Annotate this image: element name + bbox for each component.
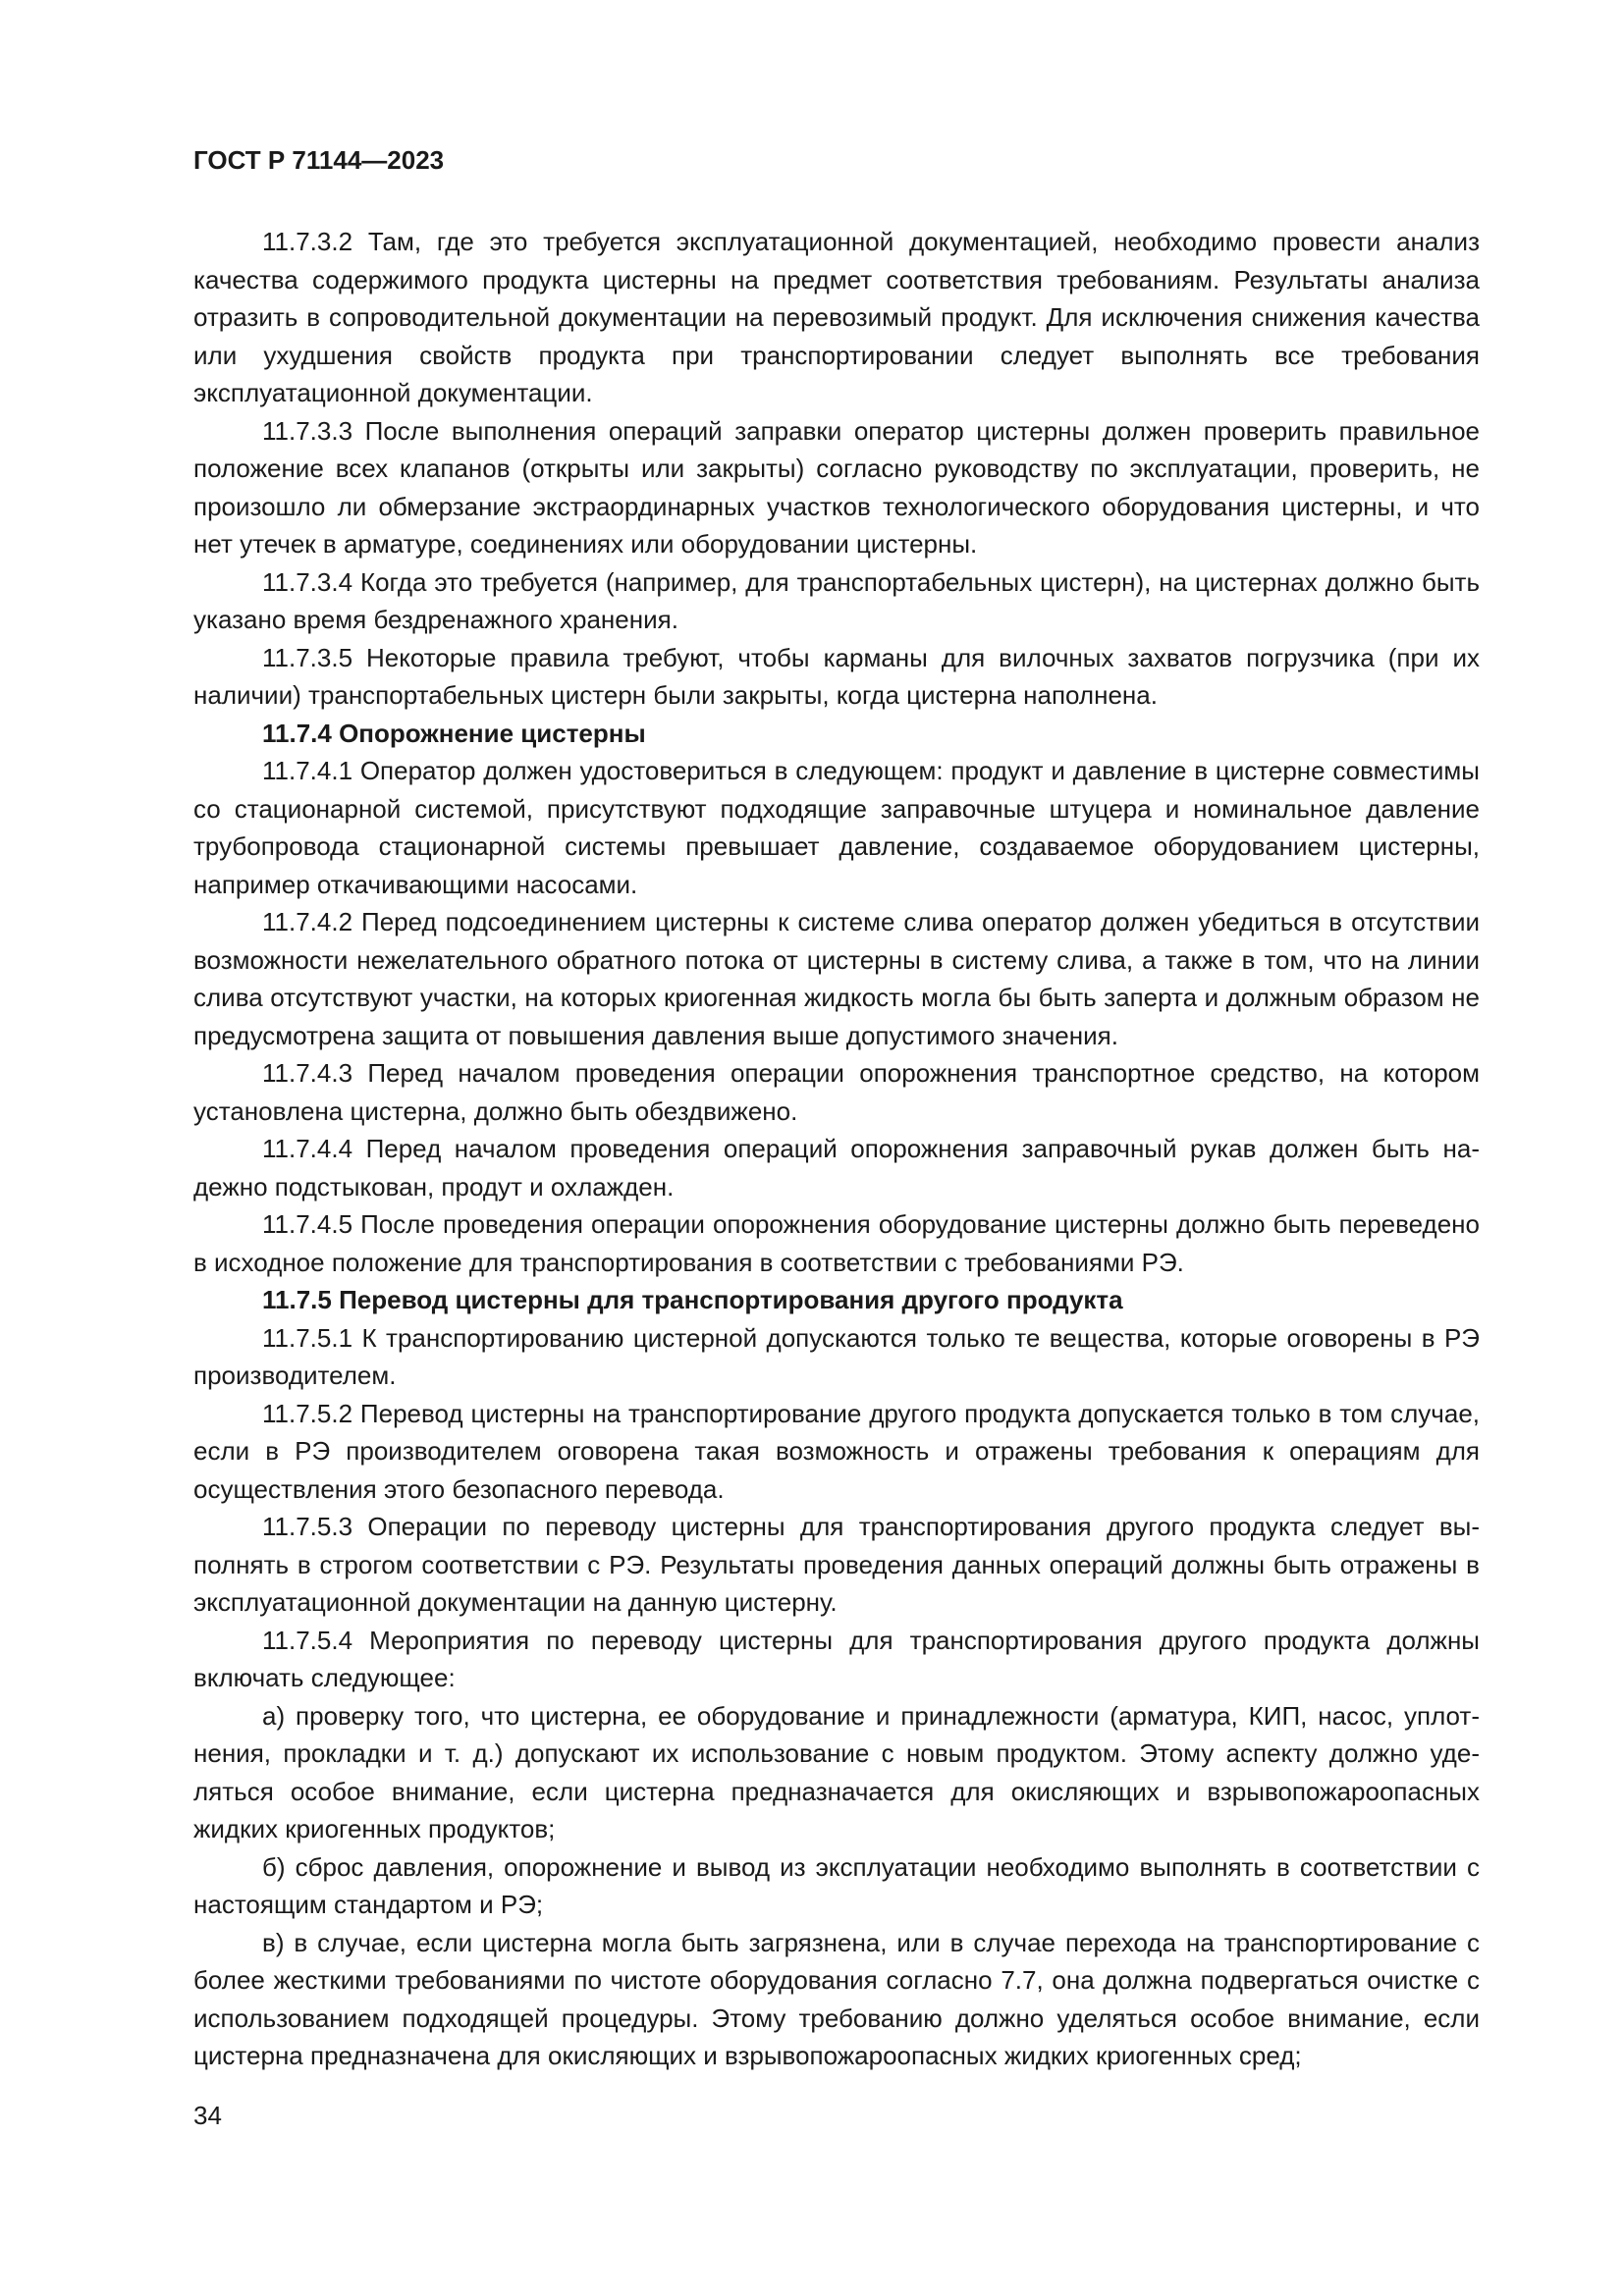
paragraph-11-7-4-3: 11.7.4.3 Перед началом проведения операции опорожнения транспортное средство, на котором установлена цистерна, должно быть обездвижено. (193, 1058, 1480, 1126)
paragraph-11-7-5-1: 11.7.5.1 К транспортированию цистерной допускаются только те вещества, которые оговорены в РЭ производителем. (193, 1322, 1480, 1390)
paragraph-11-7-3-4: 11.7.3.4 Когда это требуется (например, для транспортабельных цистерн), на цистернах должно быть указано время бездренажного хранения. (193, 566, 1480, 634)
section-heading-11-7-5: 11.7.5 Перевод цистерны для транспортирования другого продукта (262, 1285, 1123, 1314)
list-item-a: а) проверку того, что цистерна, ее оборудование и принадлежности (арматура, КИП, насос, уплотнения, прокладки и т. д.) допускают их использование с новым продуктом. Этому аспекту должно уделяться особое внимание, если цистерна предназначается для окисляющих и взрывопожароопасных жидких криогенных продуктов; (193, 1700, 1480, 1843)
list-item-b: б) сброс давления, опорожнение и вывод из эксплуатации необходимо выполнять в соответствии с настоящим стандартом и РЭ; (193, 1851, 1480, 1919)
paragraph-11-7-5-3: 11.7.5.3 Операции по переводу цистерны для транспортирования другого продукта следует выполнять в строгом соответствии с РЭ. Результаты проведения данных операций должны быть отражены в эксплуатационной документации на данную цистерну. (193, 1512, 1480, 1617)
paragraph-11-7-4-2: 11.7.4.2 Перед подсоединением цистерны к системе слива оператор должен убедиться в отсутствии возможности нежелательного обратного потока от цистерны в систему слива, а также в том, что на линии слива отсутствуют участки, на которых криогенная жидкость могла бы быть заперта и должным образом не предусмотрена защита от повышения давления выше допустимого значения. (193, 907, 1480, 1050)
paragraph-11-7-3-3: 11.7.3.3 После выполнения операций заправки оператор цистерны должен проверить правильное положение всех клапанов (открыты или закрыты) согласно руководству по эксплуатации, проверить, не произошло ли обмерзание экстраординарных участков технологического оборудования цистерны, и что нет утечек в арматуре, соединениях или оборудовании цистерны. (193, 415, 1480, 559)
document-code-header: ГОСТ Р 71144—2023 (193, 145, 445, 175)
list-item-v: в) в случае, если цистерна могла быть загрязнена, или в случае перехода на транспортирование с более жесткими требованиями по чистоте оборудования согласно 7.7, она должна подвергаться очистке с использованием подходящей процедуры. Этому требованию должно уделяться особое внимание, если цистерна предназначена для окисляющих и взрывопожароопасных жидких криогенных сред; (193, 1927, 1480, 2070)
document-body (193, 223, 1480, 2075)
paragraph-11-7-4-1: 11.7.4.1 Оператор должен удостовериться в следующем: продукт и давление в цистерне совместимы со стационарной системой, присутствуют подходящие заправочные штуцера и номинальное давление трубопровода стационарной системы превышает давление, создаваемое оборудованием цистерны, например откачивающими насосами. (193, 756, 1480, 899)
document-page (193, 145, 1480, 2075)
section-heading-11-7-4: 11.7.4 Опорожнение цистерны (262, 718, 646, 748)
paragraph-11-7-4-4: 11.7.4.4 Перед началом проведения операций опорожнения заправочный рукав должен быть надежно подстыкован, продут и охлажден. (193, 1134, 1480, 1201)
paragraph-11-7-3-5: 11.7.3.5 Некоторые правила требуют, чтобы карманы для вилочных захватов погрузчика (при их наличии) транспортабельных цистерн были закрыты, когда цистерна наполнена. (193, 642, 1480, 710)
paragraph-11-7-5-4: 11.7.5.4 Мероприятия по переводу цистерны для транспортирования другого продукта должны включать следующее: (193, 1625, 1480, 1692)
page-number: 34 (193, 2101, 222, 2130)
paragraph-11-7-3-2: 11.7.3.2 Там, где это требуется эксплуатационной документацией, необходимо провести анализ качества содержимого продукта цистерны на предмет соответствия требованиям. Результаты анализа отразить в сопроводительной документации на перевозимый продукт. Для исключения снижения качества или ухудшения свойств продукта при транспортировании следует выполнять все требования эксплуатационной документации. (193, 227, 1480, 407)
paragraph-11-7-5-2: 11.7.5.2 Перевод цистерны на транспортирование другого продукта допускается только в том случае, если в РЭ производителем оговорена такая возможность и отражены требования к операциям для осуществления этого безопасного перевода. (193, 1398, 1480, 1504)
paragraph-11-7-4-5: 11.7.4.5 После проведения операции опорожнения оборудование цистерны должно быть переведено в исходное положение для транспортирования в соответствии с требованиями РЭ. (193, 1209, 1480, 1277)
